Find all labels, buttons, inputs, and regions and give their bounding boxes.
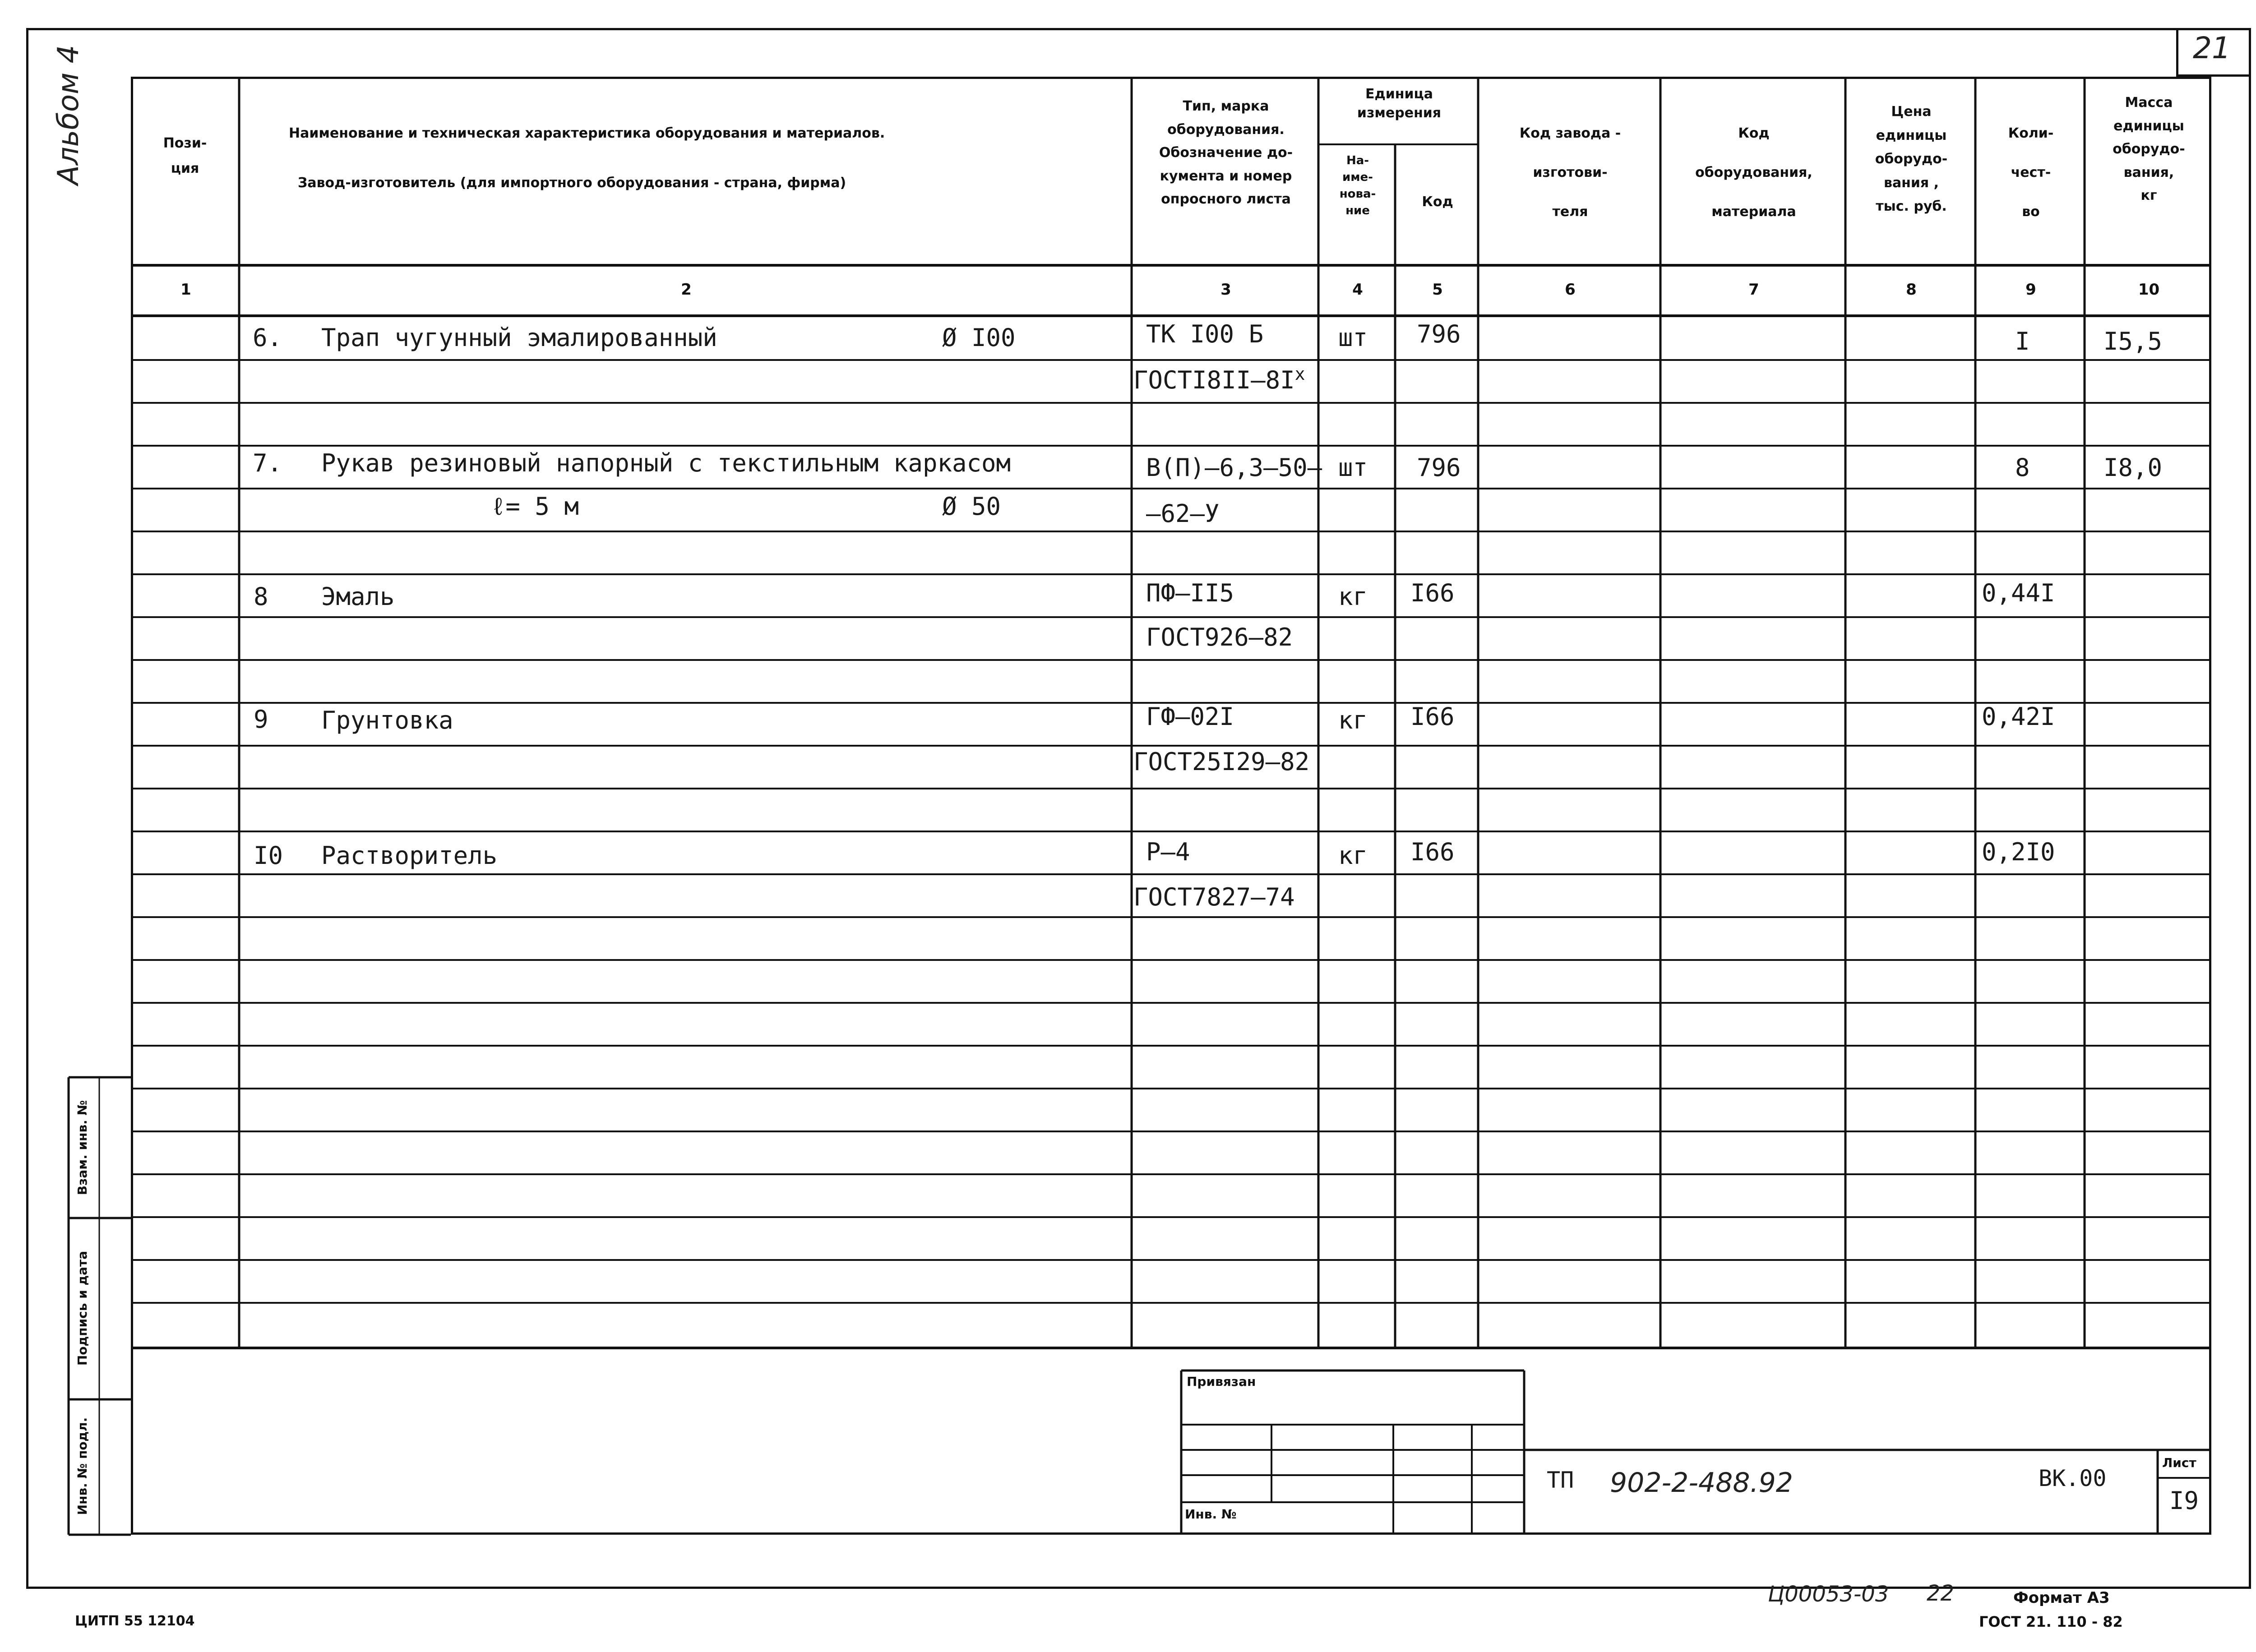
column-number: 5: [1432, 281, 1443, 299]
item-mass: I5,5: [2103, 327, 2163, 355]
column-number: 2: [681, 281, 692, 299]
item-type: ГФ–02I: [1146, 702, 1234, 731]
column-number: 3: [1220, 281, 1231, 299]
title-sheet-value: I9: [2169, 1486, 2199, 1515]
item-position: 9: [254, 705, 268, 734]
item-doc: $ГОСТI8II-8I^x$: [1133, 364, 1305, 394]
footer-number: 22: [1927, 1581, 1955, 1606]
header-name-line2: Завод-изготовитель (для импортного оборудования - страна, фирма): [298, 175, 846, 191]
stamp-inv-podl: Инв. № подл.: [75, 1417, 90, 1515]
stamp-inv-vzam: Взам. инв. №: [75, 1100, 90, 1195]
item-doc: –62–У: [1146, 499, 1220, 528]
item-type: ПФ–II5: [1146, 579, 1234, 607]
sheet-number: 21: [2193, 31, 2231, 65]
column-number: 9: [2025, 281, 2036, 299]
item-type: ТК I00 Б: [1146, 320, 1264, 348]
footer-gost: ГОСТ 21. 110 - 82: [1979, 1613, 2123, 1630]
header-equipment-code: Код оборудования, материала: [1695, 125, 1812, 220]
item-position: 7.: [253, 449, 282, 477]
title-sheet-label: Лист: [2162, 1455, 2196, 1470]
column-number: 10: [2138, 281, 2160, 299]
item-position: 8: [254, 582, 268, 611]
item-name: Трап чугунный эмалированный: [321, 323, 717, 352]
column-number: 7: [1748, 281, 1759, 299]
title-inv-no: Инв. №: [1185, 1507, 1237, 1522]
item-name: Грунтовка: [321, 706, 453, 734]
title-doc-code: 902-2-488.92: [1610, 1467, 1793, 1499]
column-number: 8: [1906, 281, 1917, 299]
header-unit-group: Единица измерения: [1357, 86, 1442, 121]
title-mark: ВК.00: [2039, 1465, 2107, 1491]
header-position: Пози- ция: [163, 135, 207, 176]
header-quantity: Коли- чест- во: [2008, 125, 2054, 220]
column-number: 1: [180, 281, 191, 299]
item-quantity: 0,42I: [1982, 702, 2055, 731]
item-unit: кг: [1338, 582, 1368, 611]
item-name: Рукав резиновый напорный с текстильным каркасом: [321, 449, 1011, 477]
item-position: I0: [254, 841, 283, 870]
item-diameter: Ø 50: [942, 492, 1001, 521]
item-name: Эмаль: [321, 582, 395, 611]
header-mass: Масса единицы оборудо- вания, кг: [2113, 95, 2185, 204]
item-unit: шт: [1338, 453, 1368, 482]
footer-format: Формат А3: [2013, 1589, 2110, 1607]
item-length: ℓ= 5 м: [491, 492, 579, 521]
item-quantity: 0,2I0: [1982, 838, 2055, 866]
column-number: 4: [1352, 281, 1363, 299]
item-unit: шт: [1338, 323, 1368, 352]
item-diameter: Ø I00: [942, 323, 1016, 352]
item-type: В(П)–6,3–50–: [1146, 453, 1322, 482]
item-doc: ГОСТ926–82: [1146, 623, 1293, 651]
title-tp-prefix: ТП: [1547, 1467, 1574, 1493]
header-price: Цена единицы оборудо- вания , тыс. руб.: [1875, 104, 1948, 214]
item-unit: кг: [1338, 841, 1368, 870]
header-maker-code: Код завода - изготови- теля: [1519, 125, 1621, 220]
stamp-sign-date: Подпись и дата: [75, 1251, 90, 1366]
title-privyazan: Привязан: [1187, 1374, 1256, 1389]
footer-order-number: Ц00053-03: [1768, 1582, 1889, 1607]
item-quantity: 0,44I: [1982, 579, 2055, 607]
item-unit-code: I66: [1410, 838, 1455, 866]
item-quantity: 8: [2015, 453, 2030, 482]
header-name-line1: Наименование и техническая характеристика оборудования и материалов.: [289, 125, 885, 141]
item-unit-code: 796: [1417, 453, 1461, 482]
item-unit-code: I66: [1410, 702, 1455, 731]
item-name: Растворитель: [321, 841, 498, 870]
header-type: Тип, марка оборудования. Обозначение до- кумента и номер опросного листа: [1159, 98, 1293, 208]
album-label: Альбом 4: [52, 45, 85, 185]
header-unit-name: На- име- нова- ние: [1339, 154, 1376, 217]
item-doc-superscript: x: [1294, 364, 1305, 384]
item-doc: ГОСТ25I29–82: [1133, 748, 1310, 776]
item-position: 6.: [253, 323, 282, 352]
item-type: Р–4: [1146, 838, 1190, 866]
column-number: 6: [1565, 281, 1576, 299]
footer-left-code: ЦИТП 55 12104: [75, 1613, 195, 1629]
item-mass: I8,0: [2103, 453, 2163, 482]
header-unit-code: Код: [1422, 194, 1453, 210]
item-quantity: I: [2015, 327, 2030, 355]
item-unit: кг: [1338, 706, 1368, 734]
item-unit-code: 796: [1417, 320, 1461, 348]
item-unit-code: I66: [1410, 579, 1455, 607]
item-doc: ГОСТ7827–74: [1133, 883, 1295, 911]
